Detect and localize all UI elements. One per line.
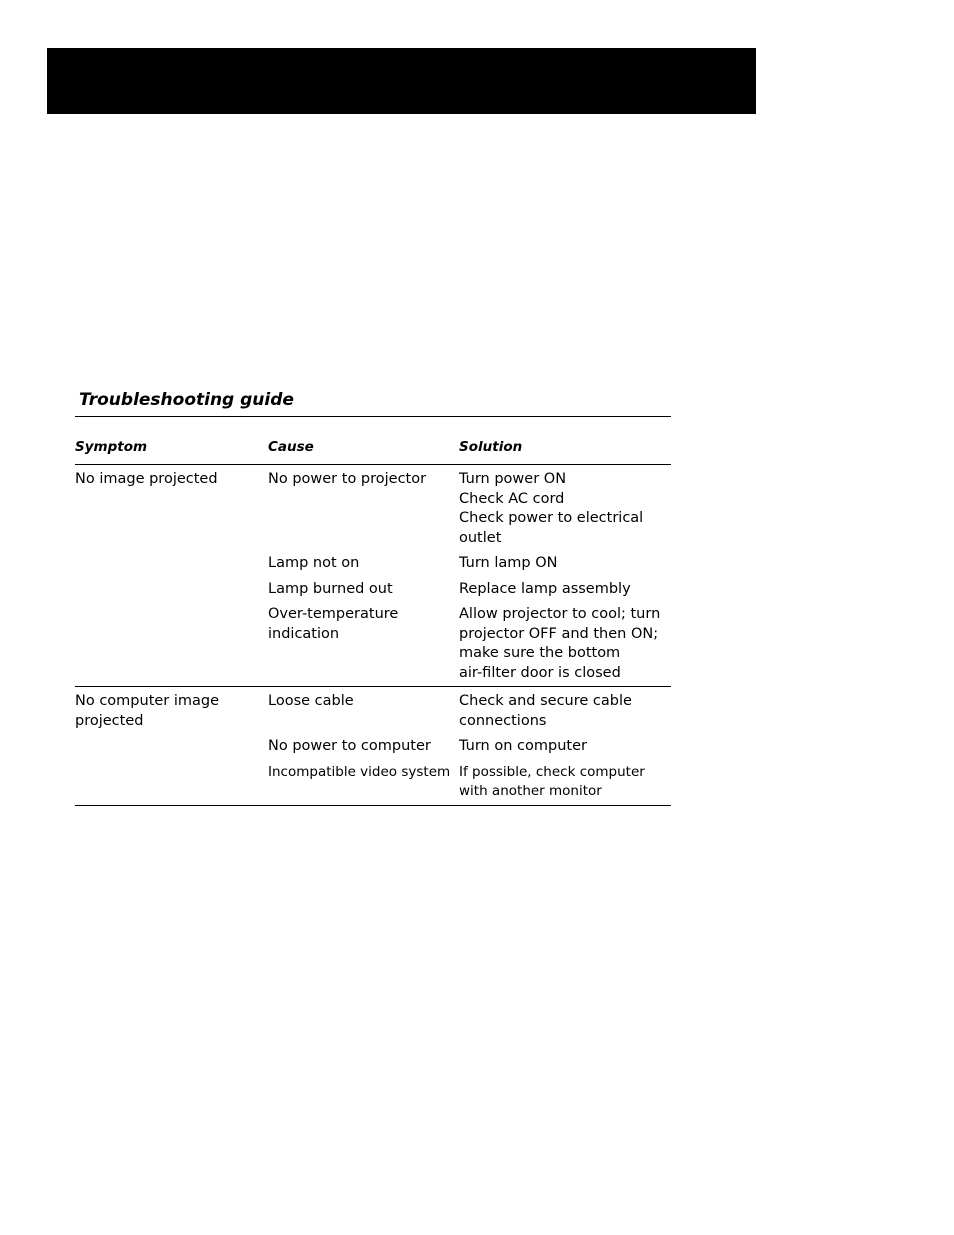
solution-column-header: Solution xyxy=(459,439,523,455)
table-row xyxy=(268,692,671,731)
solution-cell: If possible, check computer with another monitor xyxy=(459,763,645,799)
table-row xyxy=(268,554,671,574)
symptom-cell: No image projected xyxy=(75,471,218,487)
table-row xyxy=(268,737,671,757)
table-body xyxy=(75,465,671,806)
solution-cell: Turn lamp ON xyxy=(459,555,558,571)
cause-solution-list xyxy=(268,465,671,683)
cause-column-header: Cause xyxy=(268,439,314,455)
symptom-cell: No computer image projected xyxy=(75,693,220,729)
solution-cell: Replace lamp assembly xyxy=(459,580,631,597)
table-row xyxy=(268,470,671,548)
cause-cell: No power to projector xyxy=(268,471,427,487)
header-bar xyxy=(47,48,756,114)
solution-cell: Check and secure cable connections xyxy=(459,693,632,729)
cause-cell: Lamp not on xyxy=(268,555,360,571)
cause-cell: Over-temperature indication xyxy=(268,606,399,642)
solution-cell: Allow projector to cool; turn projector OFF and then ON; make sure the bottom air-filter door is closed xyxy=(459,606,661,681)
symptom-column-header: Symptom xyxy=(75,439,148,455)
cause-solution-list xyxy=(268,687,671,802)
cause-cell: Incompatible video system xyxy=(268,763,451,780)
cause-cell: Lamp burned out xyxy=(268,580,393,597)
table-row xyxy=(268,605,671,683)
symptom-group xyxy=(75,687,671,802)
symptom-group xyxy=(75,465,671,683)
table-row xyxy=(268,580,671,600)
cause-cell: Loose cable xyxy=(268,693,354,709)
cause-cell: No power to computer xyxy=(268,738,431,754)
solution-cell: Turn power ON Check AC cord Check power to electrical outlet xyxy=(459,471,644,546)
group-rule xyxy=(75,805,671,806)
column-headers xyxy=(75,417,671,464)
solution-cell: Turn on computer xyxy=(459,738,587,754)
guide-title: Troubleshooting guide xyxy=(79,390,294,410)
troubleshooting-guide xyxy=(75,388,671,806)
table-row xyxy=(268,763,671,802)
